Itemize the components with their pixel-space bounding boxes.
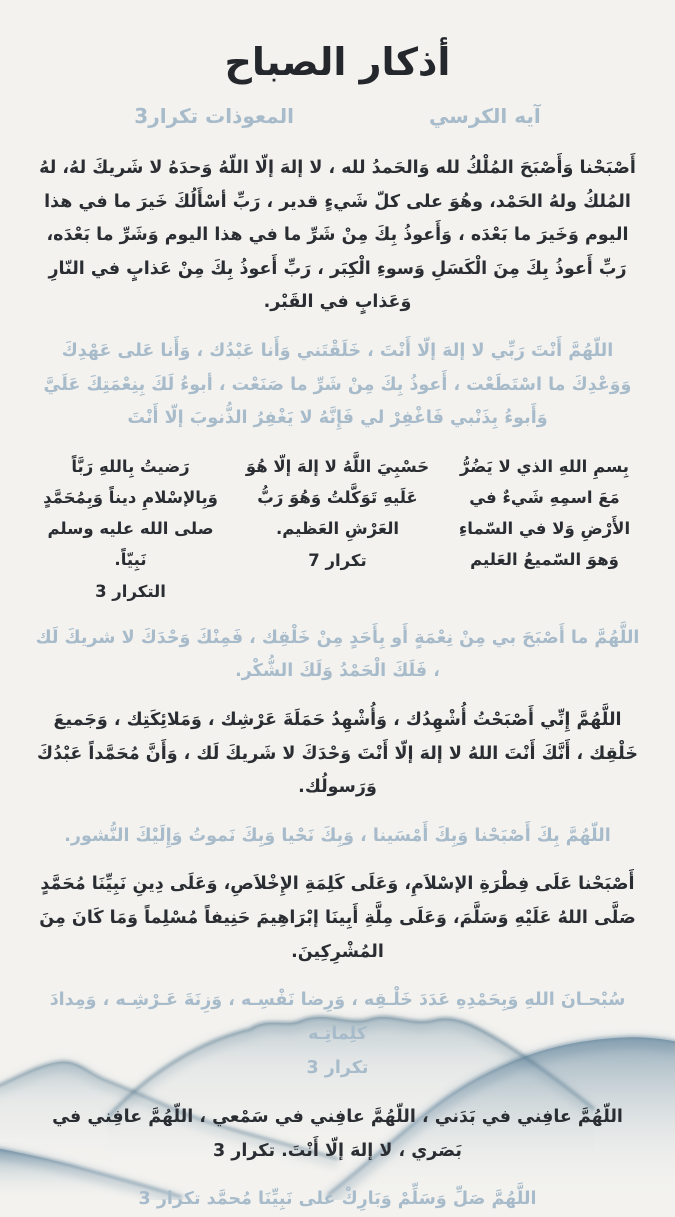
subtitle-muawwidhat: المعوذات تكرار3 (134, 104, 294, 128)
dhikr-sayyid-istighfar: اللّهُمَّ أَنْتَ رَبِّي لا إلهَ إلّا أَنْتَ ، خَلَقْتَني وَأَنا عَبْدُك ، وَأَنا عَلى عَهْدِكَ وَوَعْدِكَ ما اسْتَطَعْت ، أَعوذُ بِكَ مِنْ شَرِّ ما صَنَعْت ، أبوءُ لَكَ بِنِعْمَتِكَ عَلَيَّ وَأَبوءُ بِذَنْبي فَاغْفِرْ لي فَإِنَّهُ لا يَغْفِرُ الذُّنوبَ إلّا أَنْتَ (43, 340, 632, 429)
dhikr-radeetu-repeat: التكرار 3 (95, 581, 166, 601)
dhikr-columns (34, 451, 641, 607)
dhikr-mulk: أَصْبَحْنا وَأَصْبَحَ المُلْكُ لله وَالحَمدُ لله ، لا إلهَ إلّا اللّهُ وَحدَهُ لا شَريكَ لهُ، لهُ المُلكُ ولهُ الحَمْد، وهُوَ على كلّ شَيءٍ قدير ، رَبِّ أسْأَلُكَ خَيرَ ما في هذا اليوم وَخَيرَ ما بَعْدَه ، وَأَعوذُ بِكَ مِنْ شَرِّ ما في هذا اليوم وَشَرِّ ما بَعْدَه، رَبِّ أَعوذُ بِكَ مِنَ الْكَسَلِ وَسوءِ الْكِبَر ، رَبِّ أَعوذُ بِكَ مِنْ عَذابٍ في النّارِ وَعَذابٍ في القَبْر. (39, 158, 636, 313)
dhikr-bika-asbahna: اللّهُمَّ بِكَ أَصْبَحْنا وَبِكَ أَمْسَينا ، وَبِكَ نَحْيا وَبِكَ نَموتُ وَإِلَيْكَ النُّشور. (64, 825, 611, 846)
dhikr-subhan (34, 984, 641, 1086)
subtitle-ayat-alkursi: آيه الكرسي (428, 104, 541, 128)
dhikr-radeetu-text: رَضيتُ بِاللهِ رَبَّاً وَبِالإسْلامِ ديناً وَبِمُحَمَّدٍ صلى الله عليه وسلم نَبِيّاً. (43, 456, 218, 569)
dhikr-subhan-text: سُبْحـانَ اللهِ وَبِحَمْدِهِ عَدَدَ خَلْـقِه ، وَرِضا نَفْسِـه ، وَزِنَةَ عَـرْشِـه ، وَمِدادَ كَلِماتِـه (49, 990, 626, 1044)
dhikr-bismillah-text: بِسمِ اللهِ الذي لا يَضُرُّ مَعَ اسمِهِ شَيءٌ في الأَرْضِ وَلا في السّماءِ وَهوَ السّميعُ العَليم (458, 456, 631, 569)
dhikr-afini: اللّهُمَّ عافِني في بَدَني ، اللّهُمَّ عافِني في سَمْعي ، اللّهُمَّ عافِني في بَصَري ، لا إلهَ إلّا أَنْتَ. تكرار 3 (52, 1106, 623, 1161)
dhikr-ushhiduk: اللَّهُمَّ إِنِّي أَصْبَحْتُ أُشْهِدُك ، وَأُشْهِدُ حَمَلَةَ عَرْشِك ، وَمَلائِكَتِك ، وَجَميعَ خَلْقِك ، أَنَّكَ أَنْتَ اللهُ لا إلهَ إلّا أَنْتَ وَحْدَكَ لا شَريكَ لَك ، وَأَنَّ مُحَمَّداً عَبْدُكَ وَرَسولُك. (37, 710, 638, 798)
dhikr-column-radeetu (34, 451, 227, 607)
dhikr-nimah: اللَّهُمَّ ما أَصْبَحَ بي مِنْ نِعْمَةٍ أَو بِأَحَدٍ مِنْ خَلْقِك ، فَمِنْكَ وَحْدَكَ لا شريكَ لَك ، فَلَكَ الْحَمْدُ وَلَكَ الشُّكْر. (35, 627, 640, 682)
dhikr-column-hasbi (241, 451, 434, 607)
dhikr-fitrah: أَصْبَحْنا عَلَى فِطْرَةِ الإسْلاَمِ، وَعَلَى كَلِمَةِ الإِخْلاَصِ، وَعَلَى دِينِ نَبِيِّنَا مُحَمَّدٍ صَلَّى اللهُ عَلَيْهِ وَسَلَّمَ، وَعَلَى مِلَّةِ أَبِينَا إبْرَاهِيمَ حَنِيفاً مُسْلِماً وَمَا كَانَ مِنَ المُشْرِكِينَ. (39, 874, 636, 962)
dhikr-salli: اللَّهُمَّ صَلِّ وَسَلِّمْ وَبَارِكْ على نَبِيِّنَا مُحمَّد تكرار 3 (138, 1189, 537, 1210)
dhikr-hasbi-text: حَسْبِيَ اللَّهُ لا إلهَ إلّا هُوَ عَلَيهِ تَوَكَّلتُ وَهُوَ رَبُّ العَرْشِ العَظيم. (245, 456, 430, 538)
subtitle-row (34, 104, 641, 128)
page-title: أذكار الصباح (224, 40, 451, 84)
dhikr-hasbi-repeat: تكرار 7 (308, 550, 367, 570)
dhikr-column-bismillah (448, 451, 641, 607)
dhikr-subhan-repeat: تكرار 3 (306, 1058, 369, 1079)
